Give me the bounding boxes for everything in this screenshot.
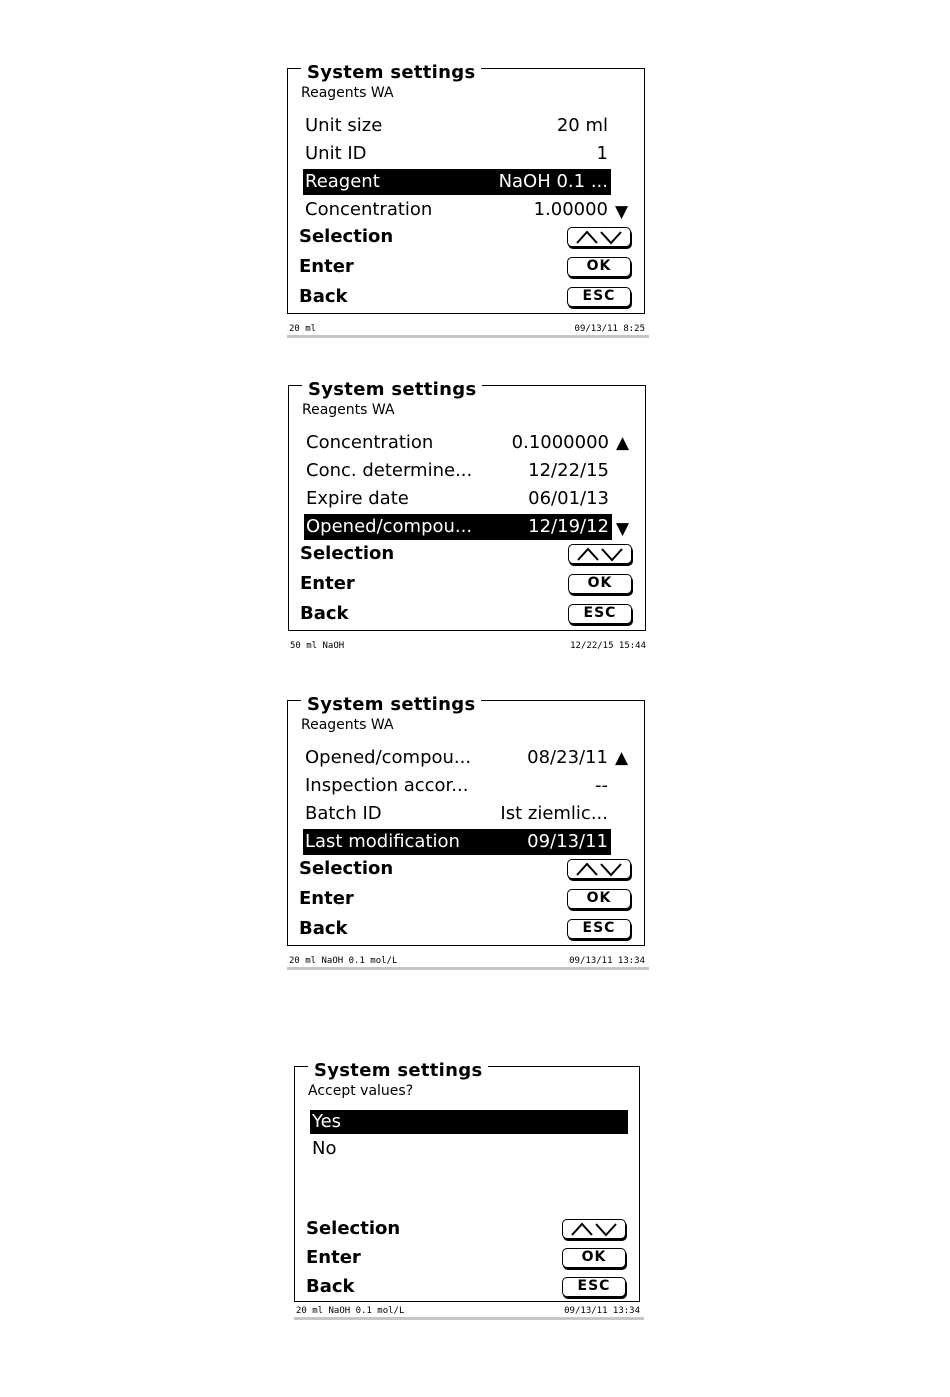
- triangle-up-icon[interactable]: ▲: [616, 433, 630, 453]
- selection-label: Selection: [300, 543, 395, 564]
- setting-row-last-modification-selected[interactable]: [303, 829, 611, 855]
- up-down-chevron-icon: [571, 861, 627, 877]
- setting-label: Opened/compou...: [306, 516, 473, 537]
- setting-row-inspection[interactable]: [303, 773, 611, 799]
- screen-subtitle: Accept values?: [308, 1083, 414, 1099]
- up-down-chevron-icon: [566, 1221, 622, 1237]
- setting-value: 06/01/13: [528, 488, 609, 509]
- screen-title: System settings: [302, 379, 482, 401]
- setting-row-concentration[interactable]: [303, 197, 611, 223]
- triangle-down-icon[interactable]: ▼: [615, 202, 629, 222]
- setting-label: Conc. determine...: [306, 460, 473, 481]
- screen-title: System settings: [301, 62, 481, 84]
- setting-row-conc-determined[interactable]: [304, 458, 612, 484]
- selection-key[interactable]: [568, 544, 632, 564]
- setting-row-opened-selected[interactable]: [304, 514, 612, 540]
- status-datetime: 12/22/15 15:44: [570, 641, 646, 651]
- option-label: No: [312, 1138, 337, 1159]
- ok-key[interactable]: OK: [568, 574, 632, 594]
- setting-label: Opened/compou...: [305, 747, 472, 768]
- setting-label: Unit size: [305, 115, 383, 136]
- triangle-up-icon[interactable]: ▲: [615, 748, 629, 768]
- esc-key[interactable]: ESC: [567, 287, 631, 307]
- status-unit: 20 ml: [289, 324, 317, 334]
- triangle-down-icon[interactable]: ▼: [616, 519, 630, 539]
- setting-value: 08/23/11: [527, 747, 608, 768]
- setting-value: NaOH 0.1 ...: [498, 171, 608, 192]
- screen-subtitle: Reagents WA: [301, 717, 394, 733]
- status-bar: [287, 954, 649, 970]
- status-datetime: 09/13/11 13:34: [564, 1306, 640, 1316]
- setting-value: 1.00000: [533, 199, 608, 220]
- enter-label: Enter: [299, 888, 354, 909]
- setting-row-concentration[interactable]: [304, 430, 612, 456]
- selection-label: Selection: [299, 858, 394, 879]
- status-bar: [294, 1304, 644, 1320]
- selection-label: Selection: [306, 1218, 401, 1239]
- status-unit: 50 ml NaOH: [290, 641, 345, 651]
- setting-value: 09/13/11: [527, 831, 608, 852]
- setting-row-unit-size[interactable]: [303, 113, 611, 139]
- setting-value: 1: [596, 143, 608, 164]
- screen-title: System settings: [308, 1060, 488, 1082]
- enter-label: Enter: [300, 573, 355, 594]
- setting-value: 20 ml: [556, 115, 608, 136]
- screen-title: System settings: [301, 694, 481, 716]
- setting-label: Inspection accor...: [305, 775, 469, 796]
- esc-key[interactable]: ESC: [562, 1277, 626, 1297]
- option-label: Yes: [312, 1111, 342, 1132]
- setting-row-unit-id[interactable]: [303, 141, 611, 167]
- screen-reagent-settings-3: [287, 694, 649, 970]
- selection-key[interactable]: [562, 1219, 626, 1239]
- setting-value: Ist ziemlic...: [500, 803, 608, 824]
- screen-accept-values: [294, 1060, 644, 1326]
- back-label: Back: [299, 286, 348, 307]
- ok-key[interactable]: OK: [567, 257, 631, 277]
- status-unit: 20 ml NaOH 0.1 mol/L: [296, 1306, 405, 1316]
- selection-key[interactable]: [567, 227, 631, 247]
- setting-row-reagent-selected[interactable]: [303, 169, 611, 195]
- setting-row-expire-date[interactable]: [304, 486, 612, 512]
- back-label: Back: [306, 1276, 355, 1297]
- selection-label: Selection: [299, 226, 394, 247]
- screen-subtitle: Reagents WA: [301, 85, 394, 101]
- option-yes-selected[interactable]: [310, 1110, 628, 1134]
- setting-value: 12/22/15: [528, 460, 609, 481]
- screen-reagent-settings-2: [288, 379, 650, 655]
- setting-row-opened[interactable]: [303, 745, 611, 771]
- status-unit: 20 ml NaOH 0.1 mol/L: [289, 956, 398, 966]
- enter-label: Enter: [299, 256, 354, 277]
- setting-label: Expire date: [306, 488, 409, 509]
- status-datetime: 09/13/11 13:34: [569, 956, 645, 966]
- setting-label: Concentration: [306, 432, 434, 453]
- setting-value: 12/19/12: [528, 516, 609, 537]
- status-bar: [287, 322, 649, 338]
- up-down-chevron-icon: [572, 546, 628, 562]
- setting-label: Concentration: [305, 199, 433, 220]
- setting-label: Unit ID: [305, 143, 367, 164]
- screen-subtitle: Reagents WA: [302, 402, 395, 418]
- setting-value: 0.1000000: [511, 432, 609, 453]
- ok-key[interactable]: OK: [562, 1248, 626, 1268]
- status-datetime: 09/13/11 8:25: [574, 324, 645, 334]
- setting-label: Last modification: [305, 831, 460, 852]
- status-bar: [288, 639, 650, 655]
- back-label: Back: [299, 918, 348, 939]
- option-no[interactable]: [310, 1137, 628, 1161]
- screen-reagent-settings-1: [287, 62, 649, 338]
- ok-key[interactable]: OK: [567, 889, 631, 909]
- setting-label: Reagent: [305, 171, 380, 192]
- enter-label: Enter: [306, 1247, 361, 1268]
- back-label: Back: [300, 603, 349, 624]
- setting-row-batch-id[interactable]: [303, 801, 611, 827]
- up-down-chevron-icon: [571, 229, 627, 245]
- setting-value: --: [595, 775, 608, 796]
- setting-label: Batch ID: [305, 803, 382, 824]
- esc-key[interactable]: ESC: [568, 604, 632, 624]
- selection-key[interactable]: [567, 859, 631, 879]
- esc-key[interactable]: ESC: [567, 919, 631, 939]
